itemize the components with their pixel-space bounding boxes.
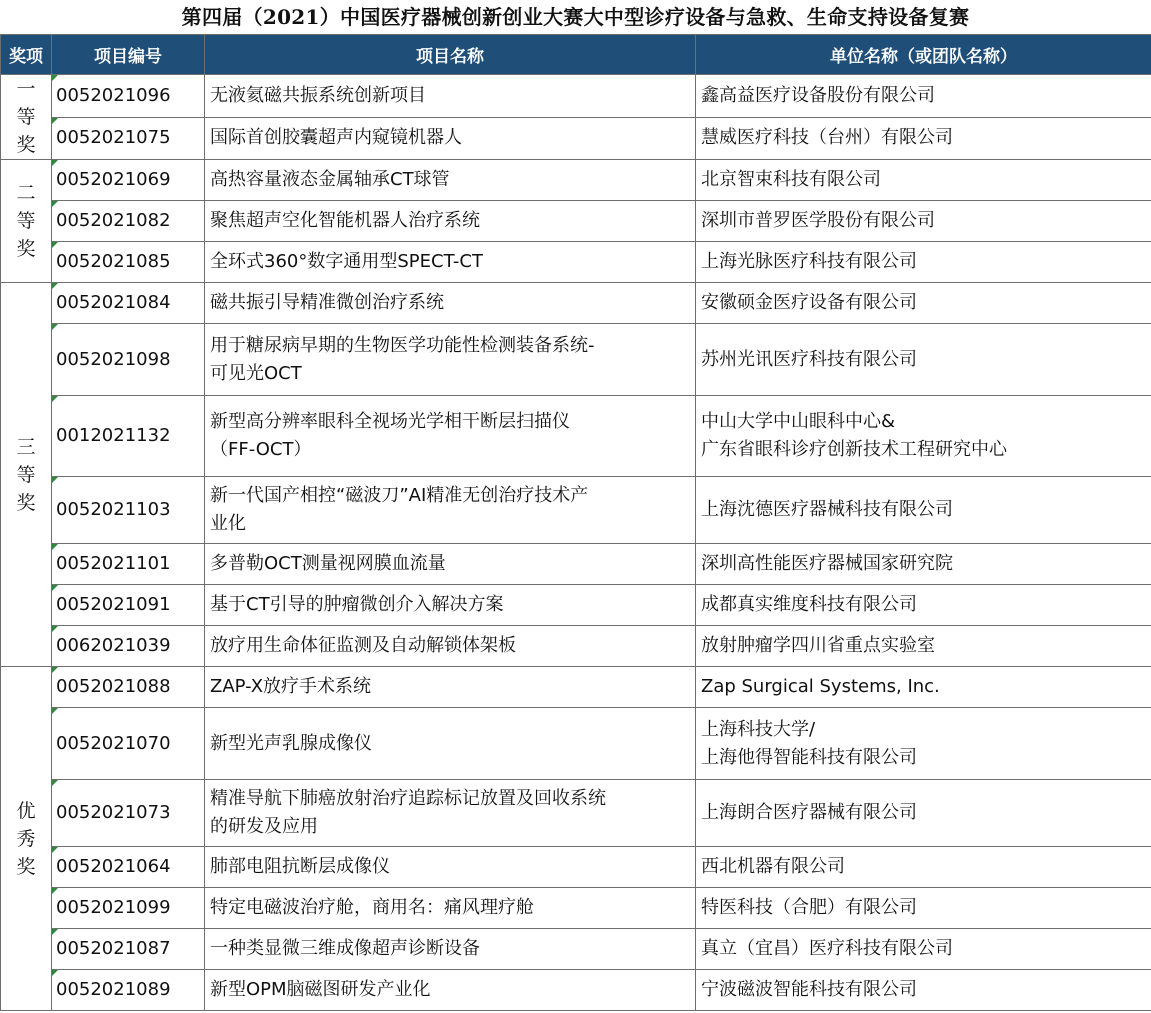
unit-name-cell [696,75,1151,118]
unit-name-line: 上海科技大学/ [701,718,816,740]
project-id-cell: 0052021088 [52,667,205,708]
project-name-cell [205,396,696,477]
table-row [1,585,1151,626]
project-name-line: 精准导航下肺癌放射治疗追踪标记放置及回收系统 [210,788,606,809]
unit-name-line: 鑫高益医疗设备股份有限公司 [701,84,935,106]
unit-name-line: 上海朗合医疗器械有限公司 [701,802,917,823]
table-row [1,847,1151,888]
page-title: 第四届（2021）中国医疗器械创新创业大赛大中型诊疗设备与急救、生命支持设备复赛 [181,5,970,29]
unit-name-cell [696,708,1151,780]
unit-name-cell [696,847,1151,888]
project-name-cell [205,780,696,847]
project-name-cell [205,283,696,324]
unit-name-cell [696,283,1151,324]
unit-name-line: 慧威医疗科技（台州）有限公司 [701,127,953,149]
unit-name-line: 上海光脉医疗科技有限公司 [701,251,917,272]
project-id-cell: 0052021087 [52,929,205,970]
award-label: 三等奖 [16,435,36,514]
table-row [1,888,1151,929]
unit-name-line: 深圳市普罗医学股份有限公司 [701,210,935,231]
project-id-cell: 0062021039 [52,626,205,667]
project-name-line-2: （FF-OCT） [210,439,312,460]
project-name-cell [205,201,696,242]
unit-name-cell [696,160,1151,201]
project-id-cell: 0052021091 [52,585,205,626]
table-row [1,970,1151,1011]
project-id-cell: 0052021073 [52,780,205,847]
project-name-cell [205,667,696,708]
project-name-cell [205,324,696,396]
unit-name-line-2: 上海他得智能科技有限公司 [701,746,917,768]
table-row [1,324,1151,396]
project-id-cell: 0052021098 [52,324,205,396]
project-name-line: 特定电磁波治疗舱，商用名：痛风理疗舱 [210,897,534,918]
project-name-line: 一种类显微三维成像超声诊断设备 [210,938,480,959]
project-name-line: 基于CT引导的肿瘤微创介入解决方案 [210,594,504,615]
project-name-line-2: 的研发及应用 [210,816,318,837]
award-cell [1,283,52,667]
table-row [1,477,1151,544]
unit-name-cell [696,888,1151,929]
award-cell [1,75,52,160]
project-id-cell: 0052021099 [52,888,205,929]
unit-name-cell [696,242,1151,283]
project-name-line: 多普勒OCT测量视网膜血流量 [210,553,446,574]
project-name-cell [205,242,696,283]
project-name-line-2: 业化 [210,513,246,534]
unit-name-cell [696,929,1151,970]
project-id-cell: 0052021082 [52,201,205,242]
project-name-cell [205,117,696,160]
table-row [1,667,1151,708]
project-id-cell: 0052021085 [52,242,205,283]
project-name-line: 用于糖尿病早期的生物医学功能性检测装备系统- [210,334,595,356]
project-id-cell: 0052021075 [52,117,205,160]
unit-name-cell [696,396,1151,477]
unit-name-line: 北京智束科技有限公司 [701,169,881,190]
table-row [1,283,1151,324]
header-project-name: 项目名称 [205,35,696,75]
project-name-line: 无液氦磁共振系统创新项目 [210,84,426,106]
unit-name-line: 中山大学中山眼科中心& [701,411,896,432]
project-name-line: 聚焦超声空化智能机器人治疗系统 [210,210,480,231]
project-name-line: 新型光声乳腺成像仪 [210,732,372,754]
unit-name-cell [696,626,1151,667]
project-name-cell [205,544,696,585]
project-id-cell: 0052021070 [52,708,205,780]
project-name-cell [205,888,696,929]
header-award: 奖项 [1,35,52,75]
unit-name-line: 特医科技（合肥）有限公司 [701,897,917,918]
table-row [1,160,1151,201]
unit-name-line-2: 广东省眼科诊疗创新技术工程研究中心 [701,439,1007,460]
project-id-cell: 0052021101 [52,544,205,585]
table-row [1,780,1151,847]
project-name-line: 新型OPM脑磁图研发产业化 [210,979,431,1000]
table-row [1,75,1151,118]
project-name-line: 新型高分辨率眼科全视场光学相干断层扫描仪 [210,411,570,432]
unit-name-line: 宁波磁波智能科技有限公司 [701,979,917,1000]
table-row [1,117,1151,160]
project-name-line-2: 可见光OCT [210,362,302,384]
unit-name-line: 安徽硕金医疗设备有限公司 [701,292,917,313]
project-name-cell [205,626,696,667]
table-row [1,201,1151,242]
unit-name-line: Zap Surgical Systems, Inc. [701,676,940,697]
project-name-cell [205,929,696,970]
project-name-line: 国际首创胶囊超声内窥镜机器人 [210,127,462,149]
project-id-cell: 0052021103 [52,477,205,544]
unit-name-line: 成都真实维度科技有限公司 [701,594,917,615]
project-id-cell: 0052021069 [52,160,205,201]
unit-name-cell [696,544,1151,585]
project-name-line: 新一代国产相控“磁波刀”AI精准无创治疗技术产 [210,485,589,506]
project-id-cell: 0012021132 [52,396,205,477]
unit-name-cell [696,201,1151,242]
award-label: 优秀奖 [16,799,36,878]
results-table [0,34,1151,1011]
award-label: 二等奖 [16,182,36,260]
project-name-cell [205,160,696,201]
award-label: 一等奖 [16,78,36,156]
table-row [1,544,1151,585]
unit-name-cell [696,477,1151,544]
table-row [1,242,1151,283]
project-name-line: 磁共振引导精准微创治疗系统 [210,292,444,313]
table-header-row [1,35,1151,75]
project-id-cell: 0052021089 [52,970,205,1011]
table-row [1,708,1151,780]
unit-name-cell [696,324,1151,396]
unit-name-line: 苏州光讯医疗科技有限公司 [701,348,917,370]
award-cell [1,160,52,283]
unit-name-line: 深圳高性能医疗器械国家研究院 [701,553,953,574]
project-id-cell: 0052021064 [52,847,205,888]
header-unit-name: 单位名称（或团队名称） [696,35,1151,75]
project-name-line: 放疗用生命体征监测及自动解锁体架板 [210,635,516,656]
project-id-cell: 0052021084 [52,283,205,324]
project-name-cell [205,708,696,780]
table-row [1,626,1151,667]
project-id-cell: 0052021096 [52,75,205,118]
table-row [1,396,1151,477]
unit-name-cell [696,970,1151,1011]
project-name-cell [205,75,696,118]
unit-name-cell [696,117,1151,160]
unit-name-line: 真立（宜昌）医疗科技有限公司 [701,938,953,959]
project-name-cell [205,585,696,626]
project-name-line: ZAP-X放疗手术系统 [210,676,372,697]
award-cell [1,667,52,1011]
project-name-line: 全环式360°数字通用型SPECT-CT [210,251,483,272]
project-name-cell [205,970,696,1011]
table-row [1,929,1151,970]
project-name-cell [205,477,696,544]
unit-name-line: 西北机器有限公司 [701,856,845,877]
unit-name-cell [696,780,1151,847]
unit-name-line: 放射肿瘤学四川省重点实验室 [701,635,935,656]
unit-name-cell [696,667,1151,708]
project-name-cell [205,847,696,888]
unit-name-cell [696,585,1151,626]
project-name-line: 肺部电阻抗断层成像仪 [210,856,390,877]
project-name-line: 高热容量液态金属轴承CT球管 [210,169,450,190]
unit-name-line: 上海沈德医疗器械科技有限公司 [701,499,953,520]
header-project-id: 项目编号 [52,35,205,75]
